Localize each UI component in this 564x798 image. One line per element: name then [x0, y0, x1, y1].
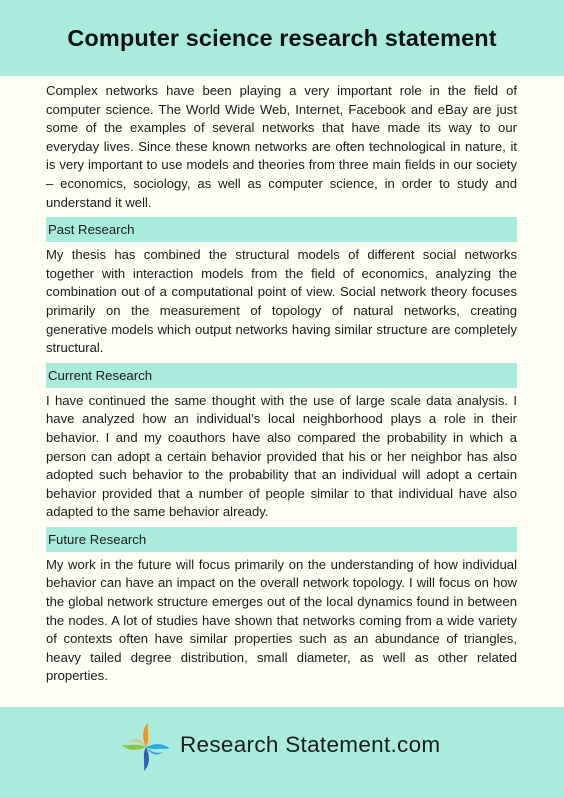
page-title: Computer science research statement — [67, 24, 497, 51]
section-body-current: I have continued the same thought with the use of large scale data analysis. I have analyzed how an individual’s local neighborhood plays a role in their behavior. I and my coauthors have also compared the probability in which a person can adopt a certain behavior provided that his or her neighbor has also adopted such behavior to the probability that an individual will adopt a certain behavior provided that a number of people similar to that individual have also adapted to the same behavior already. — [46, 392, 517, 520]
footer-brand-name: Research Statement.com — [180, 732, 441, 757]
section-heading-past: Past Research — [46, 217, 517, 242]
section-body-future: My work in the future will focus primarily on the understanding of how individual behavior can have an impact on the overall network topology. I will focus on how the global network structure emerges out of the local dynamics found in between the nodes. A lot of studies have shown that networks coming from a wide variety of contexts often have similar properties such as an abundance of triangles, heavy tailed degree distribution, small diameter, as well as other related properties. — [46, 556, 517, 684]
section-heading-current: Current Research — [46, 363, 517, 388]
section-body-past: My thesis has combined the structural models of different social networks together with interaction models from the field of economics, analyzing the combination out of a computational point of view. Social network theory focuses primarily on the measurement of topology of natural networks, creating generative models which output networks having similar structure are completely structural. — [46, 247, 517, 356]
header-banner — [0, 0, 564, 76]
intro-paragraph: Complex networks have been playing a very important role in the field of computer science. The World Wide Web, Internet, Facebook and eBay are just some of the examples of several networks that have made its way to our everyday lives. Since these known networks are often technological in nature, it is very important to use models and theories from three main fields in our society – economics, sociology, as well as computer science, in order to study and understand it well. — [46, 83, 517, 210]
pinwheel-logo-icon — [121, 722, 171, 772]
document-body — [46, 82, 517, 686]
section-heading-future: Future Research — [46, 527, 517, 552]
